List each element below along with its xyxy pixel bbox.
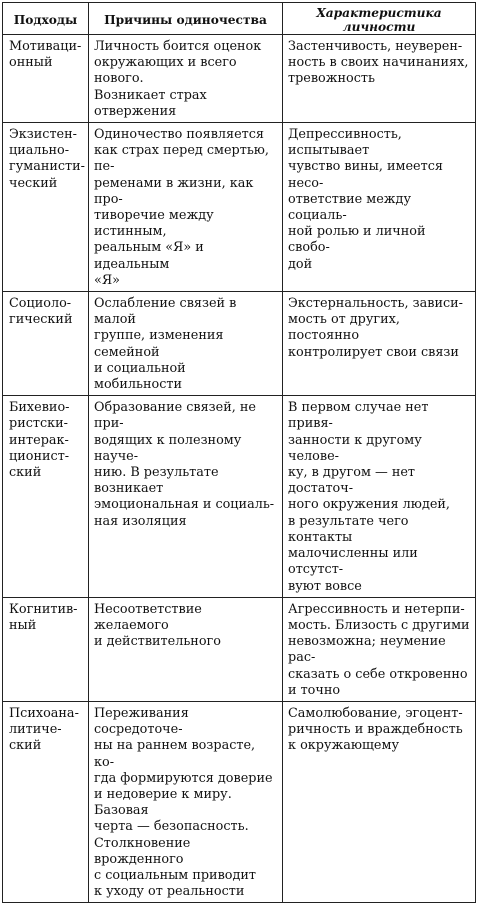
- cell-causes: [89, 396, 283, 597]
- table-row: [3, 597, 476, 701]
- cell-traits: [283, 396, 476, 597]
- table-row: [3, 35, 476, 123]
- approach-text: Социоло- гический: [9, 296, 73, 328]
- cell-causes: [89, 123, 283, 292]
- cell-causes: [89, 597, 283, 701]
- cell-traits: [283, 292, 476, 396]
- cell-traits: [283, 597, 476, 701]
- approach-text: Мотиваци- онный: [9, 39, 82, 71]
- cell-traits: [283, 701, 476, 902]
- cell-causes: [89, 292, 283, 396]
- cell-approach: [3, 701, 89, 902]
- traits-text: Экстернальность, зависи- мость от других, постоянно контролирует свои связи: [288, 296, 464, 360]
- causes-text: Переживания сосредоточе- ны на раннем возрасте, ко- гда формируются доверие и недоверие к миру. Базовая черта — безопасность. Столкновение врожденного с социальным приводит к уходу от реальности: [94, 705, 273, 900]
- approach-text: Экзистен- циально- гуманисти- ческий: [9, 127, 85, 191]
- cell-approach: [3, 597, 89, 701]
- causes-text: Образование связей, не при- водящих к полезному науче- нию. В результате возникает эмоциональная и социаль- ная изоляция: [94, 400, 275, 529]
- causes-text: Ослабление связей в малой группе, изменения семейной и социальной мобильности: [94, 296, 237, 393]
- table-row: [3, 292, 476, 396]
- cell-approach: [3, 123, 89, 292]
- header-traits: Характеристика личности: [283, 3, 476, 35]
- cell-approach: [3, 396, 89, 597]
- approach-text: Психоана- литиче- ский: [9, 705, 79, 754]
- traits-text: Агрессивность и нетерпи- мость. Близость с другими невозможна; неумение рас- сказать о себе откровенно и точно: [288, 601, 470, 698]
- traits-text: Застенчивость, неуверен- ность в своих начинаниях, тревожность: [288, 39, 469, 87]
- cell-causes: [89, 701, 283, 902]
- header-causes: Причины одиночества: [89, 3, 283, 35]
- causes-text: Одиночество появляется как страх перед смертью, пе- ременами в жизни, как про- тиворечие между истинным, реальным «Я» и идеальным «Я»: [94, 127, 270, 288]
- approach-text: Бихевио- ристски- интерак- ционист- ский: [9, 400, 70, 481]
- approach-text: Когнитив- ный: [9, 601, 78, 633]
- header-approaches: Подходы: [3, 3, 89, 35]
- cell-approach: [3, 35, 89, 123]
- traits-text: Депрессивность, испытывает чувство вины, имеется несо- ответствие между социаль- ной ролью и личной свобо- дой: [288, 127, 443, 272]
- traits-text: Самолюбование, эгоцент- ричность и враждебность к окружающему: [288, 705, 463, 754]
- traits-text: В первом случае нет привя- занности к другому челове- ку, в другом — нет достаточ- ного окружения людей, в результате чего контакты малочисленны или отсутст- вуют вовсе: [288, 400, 450, 594]
- causes-text: Несоответствие желаемого и действительного: [94, 601, 221, 650]
- cell-traits: [283, 123, 476, 292]
- cell-causes: [89, 35, 283, 123]
- table-body: [3, 35, 476, 903]
- table-row: [3, 123, 476, 292]
- cell-approach: [3, 292, 89, 396]
- table-row: [3, 396, 476, 597]
- cell-traits: [283, 35, 476, 123]
- table-header: [3, 3, 476, 35]
- loneliness-approaches-table: [2, 2, 476, 903]
- header-row: [3, 3, 476, 35]
- causes-text: Личность боится оценок окружающих и всего нового. Возникает страх отвержения: [94, 39, 262, 119]
- table-row: [3, 701, 476, 902]
